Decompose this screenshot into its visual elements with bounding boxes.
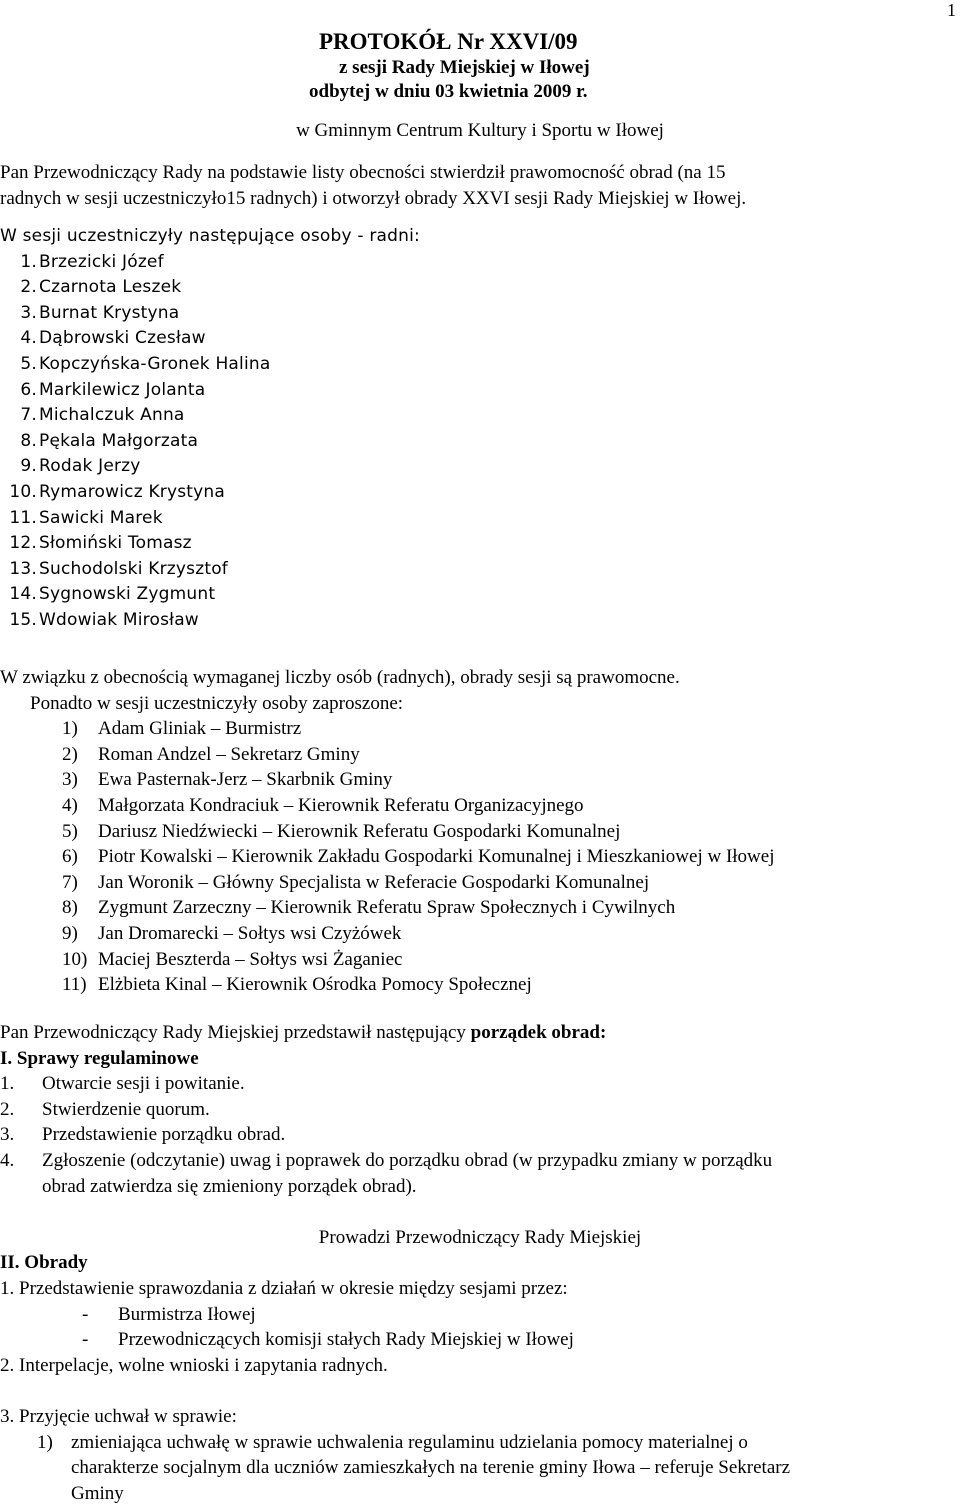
intro-line: Pan Przewodniczący Rady na podstawie listy obecności stwierdził prawomocność obrad (na 15 <box>0 162 726 183</box>
agenda-intro-text: Pan Przewodniczący Rady Miejskiej przedstawił następujący <box>0 1022 471 1043</box>
list-item <box>0 557 960 583</box>
list-item <box>0 275 960 301</box>
document-title: PROTOKÓŁ Nr XXVI/09 <box>319 29 578 54</box>
list-item <box>0 1430 960 1456</box>
guest-entry: Dariusz Niedźwiecki – Kierownik Referatu Gospodarki Komunalnej <box>98 820 621 842</box>
page-number: 1 <box>947 0 956 20</box>
list-item <box>0 326 960 352</box>
resolution-continuation: Gminy <box>71 1482 124 1504</box>
agenda-intro <box>0 1020 960 1046</box>
item-number: 2. <box>0 1098 15 1120</box>
agenda-item-continuation: obrad zatwierdza się zmieniony porządek obrad). <box>42 1175 417 1197</box>
councillor-name: Sygnowski Zygmunt <box>39 584 216 605</box>
councillor-name: Sawicki Marek <box>39 507 163 528</box>
item-number: 5. <box>20 353 37 374</box>
dash-item-text: Przewodniczących komisji stałych Rady Miejskiej w Iłowej <box>118 1329 574 1351</box>
list-item <box>0 742 960 768</box>
item-number: 12. <box>9 533 37 554</box>
list-item <box>0 793 960 819</box>
list-item <box>0 921 960 947</box>
councillor-name: Suchodolski Krzysztof <box>39 558 228 579</box>
councillors-heading: W sesji uczestniczyły następujące osoby - radni: <box>0 226 420 246</box>
spacer <box>0 1378 960 1404</box>
item-number: 9. <box>20 456 37 477</box>
councillor-name: Słomiński Tomasz <box>39 533 192 554</box>
item-number: 10) <box>62 948 88 970</box>
list-item <box>0 972 960 998</box>
list-item <box>0 895 960 921</box>
guest-entry: Elżbieta Kinal – Kierownik Ośrodka Pomocy Społecznej <box>98 974 532 996</box>
agenda-section <box>0 1020 960 1506</box>
councillor-name: Rodak Jerzy <box>39 456 141 477</box>
list-item <box>0 403 960 429</box>
councillors-list <box>0 224 960 634</box>
guest-entry: Piotr Kowalski – Kierownik Zakładu Gospodarki Komunalnej i Mieszkaniowej w Iłowej <box>98 846 775 868</box>
item-number: 6. <box>20 379 37 400</box>
councillor-name: Wdowiak Mirosław <box>39 609 199 630</box>
list-item <box>0 378 960 404</box>
guests-heading: Ponadto w sesji uczestniczyły osoby zaproszone: <box>30 692 404 714</box>
councillor-name: Burnat Krystyna <box>39 302 180 323</box>
dash-item-text: Burmistrza Iłowej <box>118 1303 256 1325</box>
document-subtitle: z sesji Rady Miejskiej w Iłowej <box>339 57 590 78</box>
item-number: 5) <box>62 820 78 842</box>
councillor-name: Kopczyńska-Gronek Halina <box>39 353 271 374</box>
agenda-item-text: Otwarcie sesji i powitanie. <box>42 1073 245 1095</box>
agenda-item: 3. Przyjęcie uchwał w sprawie: <box>0 1405 237 1427</box>
guest-entry: Adam Gliniak – Burmistrz <box>98 718 302 740</box>
item-number: 4) <box>62 794 78 816</box>
councillor-name: Czarnota Leszek <box>39 277 182 298</box>
guest-entry: Jan Dromarecki – Sołtys wsi Czyżówek <box>98 922 402 944</box>
list-item <box>0 480 960 506</box>
list-item <box>0 582 960 608</box>
item-number: 4. <box>0 1149 15 1171</box>
item-number: 2. <box>20 277 37 298</box>
guest-entry: Ewa Pasternak-Jerz – Skarbnik Gminy <box>98 769 393 791</box>
guests-section <box>0 665 960 998</box>
agenda-item: 2. Interpelacje, wolne wnioski i zapytania radnych. <box>0 1354 388 1376</box>
document-header <box>0 28 960 104</box>
item-number: 1. <box>20 251 37 272</box>
agenda-item-text: Przedstawienie porządku obrad. <box>42 1124 286 1146</box>
list-item <box>0 531 960 557</box>
list-item <box>0 608 960 634</box>
item-number: 1) <box>37 1431 53 1453</box>
list-item <box>0 844 960 870</box>
item-number: 8. <box>20 430 37 451</box>
councillor-name: Dąbrowski Czesław <box>39 328 206 349</box>
guest-entry: Jan Woronik – Główny Specjalista w Referacie Gospodarki Komunalnej <box>98 871 650 893</box>
item-number: 6) <box>62 846 78 868</box>
list-item <box>0 1122 960 1148</box>
dash-bullet: - <box>82 1303 89 1325</box>
section-heading: I. Sprawy regulaminowe <box>0 1047 199 1069</box>
councillor-name: Michalczuk Anna <box>39 405 185 426</box>
item-number: 3. <box>0 1124 15 1146</box>
agenda-item-text: Stwierdzenie quorum. <box>42 1098 210 1120</box>
item-number: 3. <box>20 302 37 323</box>
guest-entry: Małgorzata Kondraciuk – Kierownik Referatu Organizacyjnego <box>98 794 584 816</box>
list-item <box>0 301 960 327</box>
list-item <box>0 352 960 378</box>
councillor-name: Pękala Małgorzata <box>39 430 199 451</box>
list-item <box>0 454 960 480</box>
list-item <box>0 870 960 896</box>
document-date: odbytej w dniu 03 kwietnia 2009 r. <box>309 81 588 102</box>
list-item <box>0 429 960 455</box>
intro-paragraph <box>0 160 960 211</box>
list-item <box>0 716 960 742</box>
item-number: 8) <box>62 897 78 919</box>
councillor-name: Markilewicz Jolanta <box>39 379 206 400</box>
agenda-intro-bold: porządek obrad: <box>470 1022 607 1043</box>
item-number: 7) <box>62 871 78 893</box>
item-number: 10. <box>9 481 37 502</box>
session-place: w Gminnym Centrum Kultury i Sportu w Iłowej <box>296 120 664 141</box>
item-number: 13. <box>9 558 37 579</box>
intro-line: radnych w sesji uczestniczyło15 radnych) i otworzył obrady XXVI sesji Rady Miejskiej w Iłowej. <box>0 187 747 209</box>
list-item <box>0 947 960 973</box>
guest-entry: Zygmunt Zarzeczny – Kierownik Referatu Spraw Społecznych i Cywilnych <box>98 897 676 919</box>
resolution-continuation: charakterze socjalnym dla uczniów zamieszkałych na terenie gminy Iłowa – referuje Sekretarz <box>71 1457 791 1479</box>
list-item <box>0 1071 960 1097</box>
dash-bullet: - <box>82 1329 89 1351</box>
item-number: 3) <box>62 769 78 791</box>
list-item <box>0 767 960 793</box>
agenda-item-text: Zgłoszenie (odczytanie) uwag i poprawek do porządku obrad (w przypadku zmiany w porządku <box>42 1149 773 1171</box>
item-number: 2) <box>62 743 78 765</box>
spacer <box>0 1199 960 1225</box>
councillor-name: Rymarowicz Krystyna <box>39 481 226 502</box>
quorum-statement: W związku z obecnością wymaganej liczby osób (radnych), obrady sesji są prawomocne. <box>0 667 680 688</box>
agenda-item: 1. Przedstawienie sprawozdania z działań w okresie między sesjami przez: <box>0 1277 568 1299</box>
list-item <box>0 250 960 276</box>
guest-entry: Roman Andzel – Sekretarz Gminy <box>98 743 360 765</box>
item-number: 15. <box>9 609 37 630</box>
resolution-text: zmieniająca uchwałę w sprawie uchwalenia regulaminu udzielania pomocy materialnej o <box>71 1431 748 1453</box>
item-number: 7. <box>20 405 37 426</box>
item-number: 9) <box>62 922 78 944</box>
list-item <box>0 1097 960 1123</box>
section-heading: II. Obrady <box>0 1252 88 1274</box>
chair-note: Prowadzi Przewodniczący Rady Miejskiej <box>318 1226 642 1248</box>
list-item <box>0 506 960 532</box>
councillor-name: Brzezicki Józef <box>39 251 164 272</box>
list-item <box>0 819 960 845</box>
guest-entry: Maciej Beszterda – Sołtys wsi Żaganiec <box>98 948 403 970</box>
item-number: 1) <box>62 718 78 740</box>
item-number: 1. <box>0 1073 15 1095</box>
item-number: 4. <box>20 328 37 349</box>
list-item <box>0 1302 960 1328</box>
item-number: 11. <box>9 507 37 528</box>
item-number: 14. <box>9 584 37 605</box>
list-item <box>0 1327 960 1353</box>
item-number: 11) <box>62 974 87 996</box>
list-item <box>0 1148 960 1174</box>
